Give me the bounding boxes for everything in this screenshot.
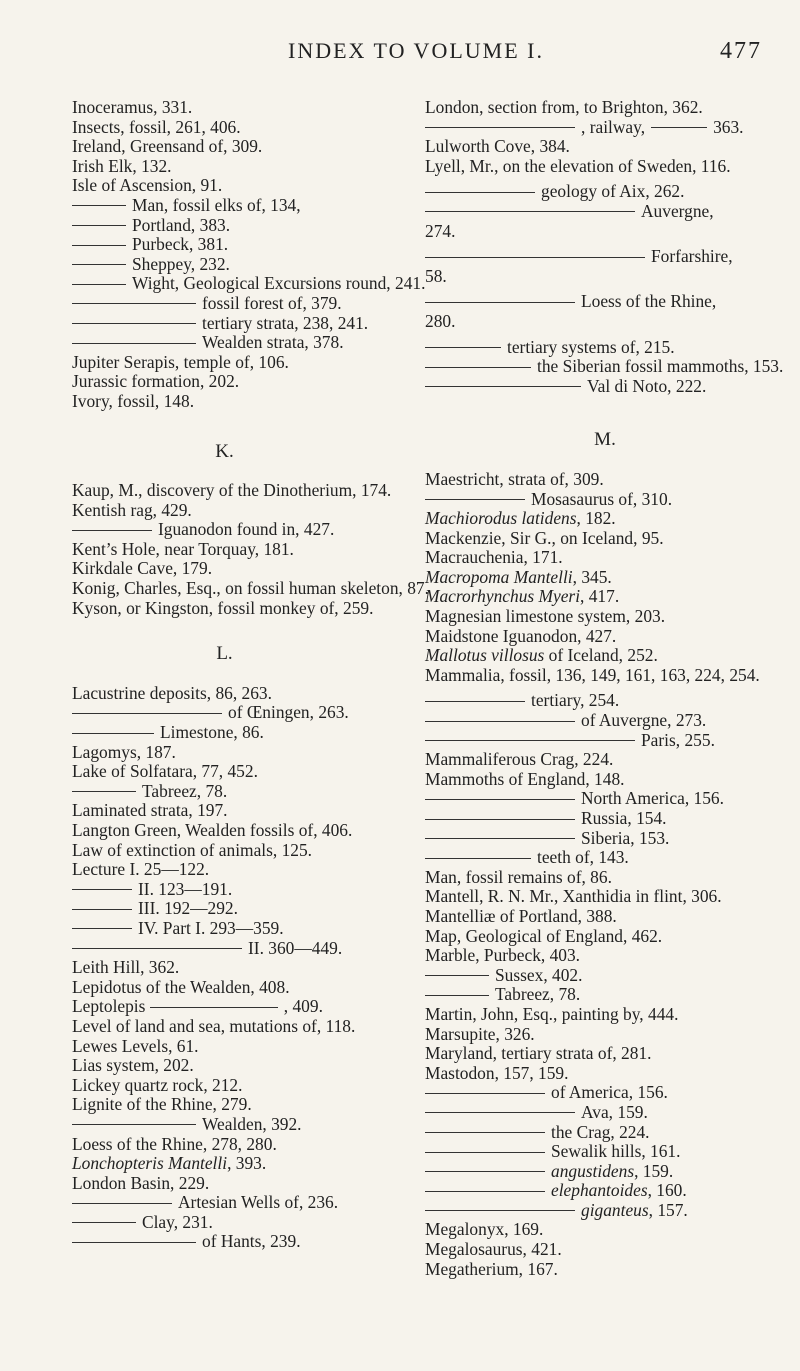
index-entry: Mantelliæ of Portland, 388. — [425, 905, 617, 926]
index-entry: Maryland, tertiary strata of, 281. — [425, 1043, 652, 1064]
index-subentry: of America, 156. — [425, 1083, 785, 1103]
ditto-rule — [72, 284, 126, 285]
index-subentry: Russia, 154. — [425, 809, 785, 829]
index-entry: 280. — [425, 310, 456, 331]
index-entry: Lulworth Cove, 384. — [425, 136, 570, 157]
section-letter-l: L. — [216, 643, 233, 665]
index-entry: Langton Green, Wealden fossils of, 406. — [72, 820, 353, 840]
index-subentry: Mosasaurus of, 310. — [425, 490, 785, 510]
index-entry: Lewes Levels, 61. — [72, 1035, 199, 1056]
section-letter-m: M. — [594, 429, 616, 451]
index-subentry: teeth of, 143. — [425, 848, 785, 868]
index-subentry: Wealden strata, 378. — [72, 333, 437, 353]
index-entry: Irish Elk, 132. — [72, 155, 172, 176]
index-entry: 58. — [425, 265, 447, 286]
index-subentry: angustidens, 159. — [425, 1162, 785, 1182]
index-entry: Macrauchenia, 171. — [425, 547, 563, 568]
ditto-rule — [72, 1242, 196, 1243]
index-subentry: giganteus, 157. — [425, 1201, 785, 1221]
index-subentry: Auvergne, — [425, 202, 785, 222]
index-entry: Mastodon, 157, 159. — [425, 1062, 569, 1083]
ditto-rule — [72, 1124, 196, 1125]
index-entry: Lignite of the Rhine, 279. — [72, 1094, 252, 1115]
ditto-rule — [72, 889, 132, 890]
ditto-rule — [72, 1222, 136, 1223]
index-entry: Kaup, M., discovery of the Dinotherium, 174. — [72, 480, 392, 501]
index-entry: Jurassic formation, 202. — [72, 371, 240, 392]
ditto-rule — [72, 948, 242, 949]
ditto-rule — [425, 257, 645, 258]
ditto-rule — [425, 1132, 545, 1133]
ditto-rule — [425, 347, 501, 348]
ditto-rule — [72, 343, 196, 344]
ditto-rule — [72, 909, 132, 910]
index-entry: Kent’s Hole, near Torquay, 181. — [72, 538, 294, 559]
index-entry: Mammalia, fossil, 136, 149, 161, 163, 224, 254. — [425, 664, 760, 685]
ditto-rule — [425, 799, 575, 800]
ditto-rule — [425, 1093, 545, 1094]
index-subentry: the Siberian fossil mammoths, 153. — [425, 357, 785, 377]
index-entry: Kirkdale Cave, 179. — [72, 558, 213, 579]
index-entry: Lias system, 202. — [72, 1055, 194, 1076]
index-subentry: Clay, 231. — [72, 1213, 437, 1233]
index-entry: Level of land and sea, mutations of, 118. — [72, 1015, 356, 1036]
index-entry: Konig, Charles, Esq., on fossil human skeleton, 87. — [72, 578, 429, 599]
index-subentry: North America, 156. — [425, 789, 785, 809]
ditto-rule — [425, 858, 531, 859]
index-entry: Ireland, Greensand of, 309. — [72, 136, 263, 157]
index-subentry: tertiary systems of, 215. — [425, 338, 785, 358]
index-entry: Loess of the Rhine, 278, 280. — [72, 1133, 277, 1154]
index-entry: Lacustrine deposits, 86, 263. — [72, 682, 272, 703]
index-subentry: Siberia, 153. — [425, 829, 785, 849]
index-subentry: of Auvergne, 273. — [425, 711, 785, 731]
ditto-rule — [425, 127, 575, 128]
index-subentry: Portland, 383. — [72, 216, 437, 236]
index-subentry: II. 123—191. — [72, 880, 437, 900]
index-subentry: Val di Noto, 222. — [425, 377, 785, 397]
index-subentry: Sheppey, 232. — [72, 255, 437, 275]
index-entry: Marsupite, 326. — [425, 1023, 535, 1044]
index-entry: Mantell, R. N. Mr., Xanthidia in flint, 306. — [425, 886, 722, 907]
index-column-right — [425, 98, 785, 1279]
index-subentry: Forfarshire, — [425, 247, 785, 267]
ditto-rule — [150, 1007, 278, 1008]
index-subentry: Loess of the Rhine, — [425, 292, 785, 312]
ditto-rule — [425, 721, 575, 722]
index-subentry: III. 192—292. — [72, 899, 437, 919]
index-entry: Lake of Solfatara, 77, 452. — [72, 761, 258, 782]
ditto-rule — [651, 127, 707, 128]
index-entry: Insects, fossil, 261, 406. — [72, 116, 241, 137]
index-subentry: the Crag, 224. — [425, 1123, 785, 1143]
ditto-rule — [72, 733, 154, 734]
ditto-rule — [425, 1112, 575, 1113]
index-subentry: Artesian Wells of, 236. — [72, 1193, 437, 1213]
ditto-rule — [72, 791, 136, 792]
index-subentry: Ava, 159. — [425, 1103, 785, 1123]
index-subentry: Wealden, 392. — [72, 1115, 437, 1135]
ditto-rule — [72, 713, 222, 714]
ditto-rule — [72, 245, 126, 246]
index-entry: Leith Hill, 362. — [72, 957, 180, 978]
index-entry: Leptolepis , 409. — [72, 996, 323, 1017]
index-entry: Lecture I. 25—122. — [72, 859, 210, 880]
ditto-rule — [72, 530, 152, 531]
index-entry: Machiorodus latidens, 182. — [425, 508, 616, 529]
ditto-rule — [72, 303, 196, 304]
ditto-rule — [425, 367, 531, 368]
index-entry: Macropoma Mantelli, 345. — [425, 566, 612, 587]
index-entry: London, section from, to Brighton, 362. — [425, 97, 703, 117]
index-entry: Lickey quartz rock, 212. — [72, 1074, 243, 1095]
index-entry: Mammoths of England, 148. — [425, 768, 625, 789]
section-letter-k: K. — [215, 440, 234, 462]
index-subentry: Limestone, 86. — [72, 723, 437, 743]
ditto-rule — [425, 975, 489, 976]
ditto-rule — [425, 838, 575, 839]
index-entry: Lepidotus of the Wealden, 408. — [72, 976, 290, 997]
index-entry: Map, Geological of England, 462. — [425, 925, 663, 946]
ditto-rule — [72, 264, 126, 265]
index-subentry: II. 360—449. — [72, 939, 437, 959]
ditto-rule — [425, 1210, 575, 1211]
index-entry: Mackenzie, Sir G., on Iceland, 95. — [425, 527, 664, 548]
ditto-rule — [425, 995, 489, 996]
index-column-left — [72, 98, 437, 1252]
index-entry: Megalosaurus, 421. — [425, 1239, 562, 1260]
index-entry: Ivory, fossil, 148. — [72, 390, 195, 411]
index-entry: Laminated strata, 197. — [72, 800, 228, 821]
index-entry: Lyell, Mr., on the elevation of Sweden, 116. — [425, 155, 731, 176]
ditto-rule — [425, 1152, 545, 1153]
ditto-rule — [425, 302, 575, 303]
ditto-rule — [72, 1203, 172, 1204]
index-subentry: Iguanodon found in, 427. — [72, 520, 437, 540]
ditto-rule — [425, 192, 535, 193]
ditto-rule — [425, 819, 575, 820]
ditto-rule — [425, 740, 635, 741]
index-entry: Kentish rag, 429. — [72, 499, 192, 520]
index-entry: Isle of Ascension, 91. — [72, 175, 223, 196]
index-subentry: Sewalik hills, 161. — [425, 1142, 785, 1162]
index-entry: Mallotus villosus of Iceland, 252. — [425, 645, 658, 666]
index-entry: Man, fossil remains of, 86. — [425, 866, 612, 887]
index-subentry: Purbeck, 381. — [72, 235, 437, 255]
index-subentry: tertiary strata, 238, 241. — [72, 314, 437, 334]
index-subentry: IV. Part I. 293—359. — [72, 919, 437, 939]
index-subentry: tertiary, 254. — [425, 691, 785, 711]
ditto-rule — [425, 1191, 545, 1192]
ditto-rule — [425, 499, 525, 500]
index-entry: Magnesian limestone system, 203. — [425, 606, 666, 627]
index-subentry: geology of Aix, 262. — [425, 182, 785, 202]
index-subentry: Tabreez, 78. — [72, 782, 437, 802]
index-entry: 274. — [425, 220, 456, 241]
index-entry: Marble, Purbeck, 403. — [425, 945, 581, 966]
index-subentry: Man, fossil elks of, 134, — [72, 196, 437, 216]
ditto-rule — [72, 928, 132, 929]
index-entry: London Basin, 229. — [72, 1172, 210, 1193]
index-entry: Macrorhynchus Myeri, 417. — [425, 586, 620, 607]
ditto-rule — [425, 386, 581, 387]
ditto-rule — [425, 211, 635, 212]
index-entry: Martin, John, Esq., painting by, 444. — [425, 1003, 679, 1024]
index-entry: Lagomys, 187. — [72, 741, 176, 762]
ditto-rule — [425, 701, 525, 702]
ditto-rule — [72, 225, 126, 226]
ditto-rule — [72, 205, 126, 206]
index-entry: Kyson, or Kingston, fossil monkey of, 259. — [72, 597, 374, 618]
index-subentry: Wight, Geological Excursions round, 241. — [72, 274, 437, 294]
page-number: 477 — [720, 38, 762, 64]
index-entry: Lonchopteris Mantelli, 393. — [72, 1153, 267, 1174]
index-entry: Law of extinction of animals, 125. — [72, 839, 313, 860]
index-entry: Mammaliferous Crag, 224. — [425, 749, 614, 770]
index-subentry: elephantoides, 160. — [425, 1181, 785, 1201]
index-entry: Jupiter Serapis, temple of, 106. — [72, 351, 289, 372]
index-entry: Megatherium, 167. — [425, 1258, 558, 1279]
index-entry: Maestricht, strata of, 309. — [425, 468, 604, 489]
index-entry: Maidstone Iguanodon, 427. — [425, 625, 617, 646]
ditto-rule — [72, 323, 196, 324]
index-subentry: Paris, 255. — [425, 731, 785, 751]
ditto-rule — [425, 1171, 545, 1172]
index-subentry: Sussex, 402. — [425, 966, 785, 986]
index-entry: Inoceramus, 331. — [72, 97, 193, 117]
index-subentry: Tabreez, 78. — [425, 985, 785, 1005]
index-subentry: , railway, 363. — [425, 118, 785, 138]
index-entry: Megalonyx, 169. — [425, 1219, 544, 1240]
index-subentry: fossil forest of, 379. — [72, 294, 437, 314]
index-subentry: of Hants, 239. — [72, 1232, 437, 1252]
index-subentry: of Œningen, 263. — [72, 703, 437, 723]
running-title: INDEX TO VOLUME I. — [288, 38, 544, 63]
